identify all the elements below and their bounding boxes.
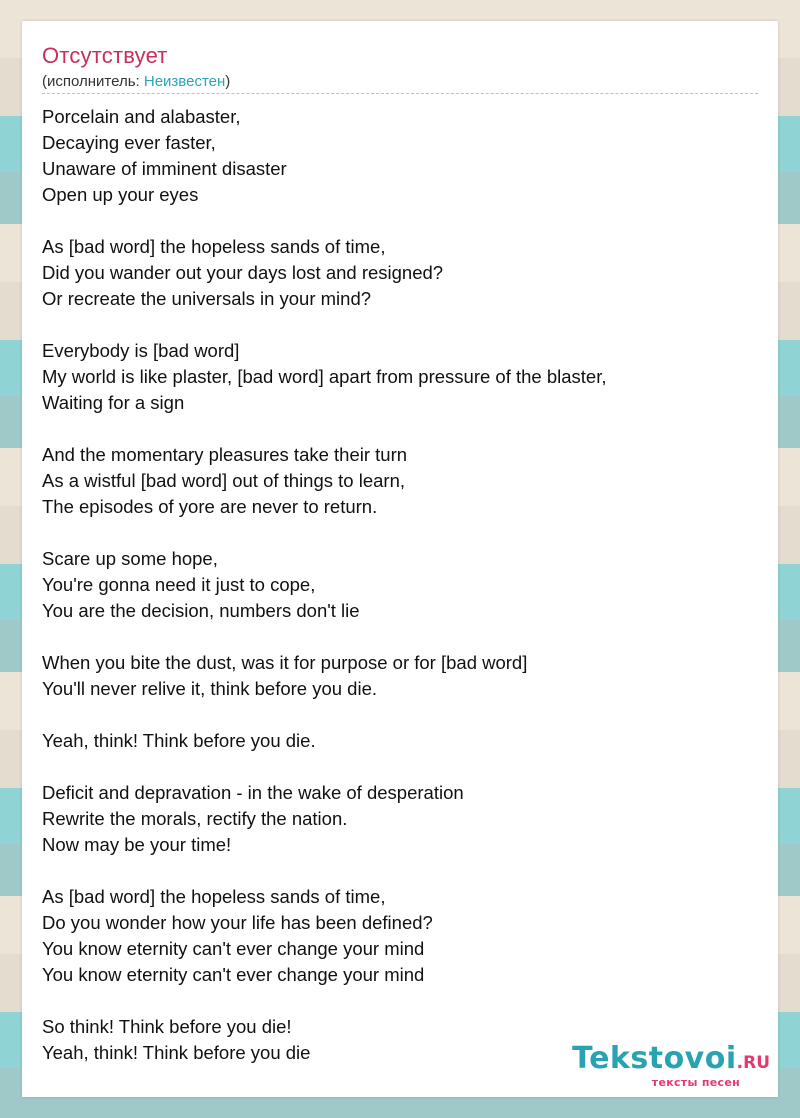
lyric-line: The episodes of yore are never to return. [42,496,378,517]
logo-subtitle: тексты песен [651,1076,740,1089]
artist-link[interactable]: Неизвестен [143,73,226,90]
lyric-line: Rewrite the morals, rectify the nation. [42,808,348,829]
lyric-line: You're gonna need it just to cope, [42,574,316,595]
blank-line [42,988,762,1014]
lyric-line: As a wistful [bad word] out of things to learn, [42,470,405,491]
lyric-line: You know eternity can't ever change your mind [42,938,425,959]
lyrics-card [22,21,778,1097]
divider [42,93,758,94]
blank-line [42,416,762,442]
lyric-line: Or recreate the universals in your mind? [42,288,372,309]
lyric-line: Now may be your time! [42,834,232,855]
lyrics-text [42,104,762,1066]
lyric-line: Waiting for a sign [42,392,185,413]
lyric-line: Open up your eyes [42,184,199,205]
lyric-line: Everybody is [bad word] [42,340,240,361]
lyric-line: Yeah, think! Think before you die. [42,730,316,751]
blank-line [42,208,762,234]
artist-line [42,73,230,90]
lyric-line: You know eternity can't ever change your mind [42,964,425,985]
blank-line [42,624,762,650]
blank-line [42,520,762,546]
lyric-line: Decaying ever faster, [42,132,216,153]
lyric-line: As [bad word] the hopeless sands of time, [42,886,386,907]
lyric-line: Did you wander out your days lost and resigned? [42,262,444,283]
lyric-line: So think! Think before you die! [42,1016,292,1037]
lyric-line: Scare up some hope, [42,548,218,569]
lyric-line: As [bad word] the hopeless sands of time, [42,236,386,257]
lyric-line: My world is like plaster, [bad word] apart from pressure of the blaster, [42,366,607,387]
lyric-line: Porcelain and alabaster, [42,106,241,127]
artist-suffix: ) [225,73,231,90]
logo-tld: .RU [736,1053,770,1073]
blank-line [42,702,762,728]
logo-wordmark [572,1042,770,1080]
lyric-line: Do you wonder how your life has been defined? [42,912,433,933]
lyric-line: Yeah, think! Think before you die [42,1042,311,1063]
blank-line [42,312,762,338]
blank-line [42,754,762,780]
lyric-line: You'll never relive it, think before you die. [42,678,378,699]
song-title: Отсутствует [42,43,168,68]
lyric-line: When you bite the dust, was it for purpose or for [bad word] [42,652,528,673]
lyric-line: Unaware of imminent disaster [42,158,287,179]
artist-prefix: (исполнитель: [42,73,144,90]
lyric-line: You are the decision, numbers don't lie [42,600,360,621]
lyric-line: Deficit and depravation - in the wake of desperation [42,782,464,803]
blank-line [42,858,762,884]
lyric-line: And the momentary pleasures take their turn [42,444,408,465]
logo-main-text: Tekstovoi [572,1041,737,1076]
site-logo[interactable] [572,1042,770,1089]
